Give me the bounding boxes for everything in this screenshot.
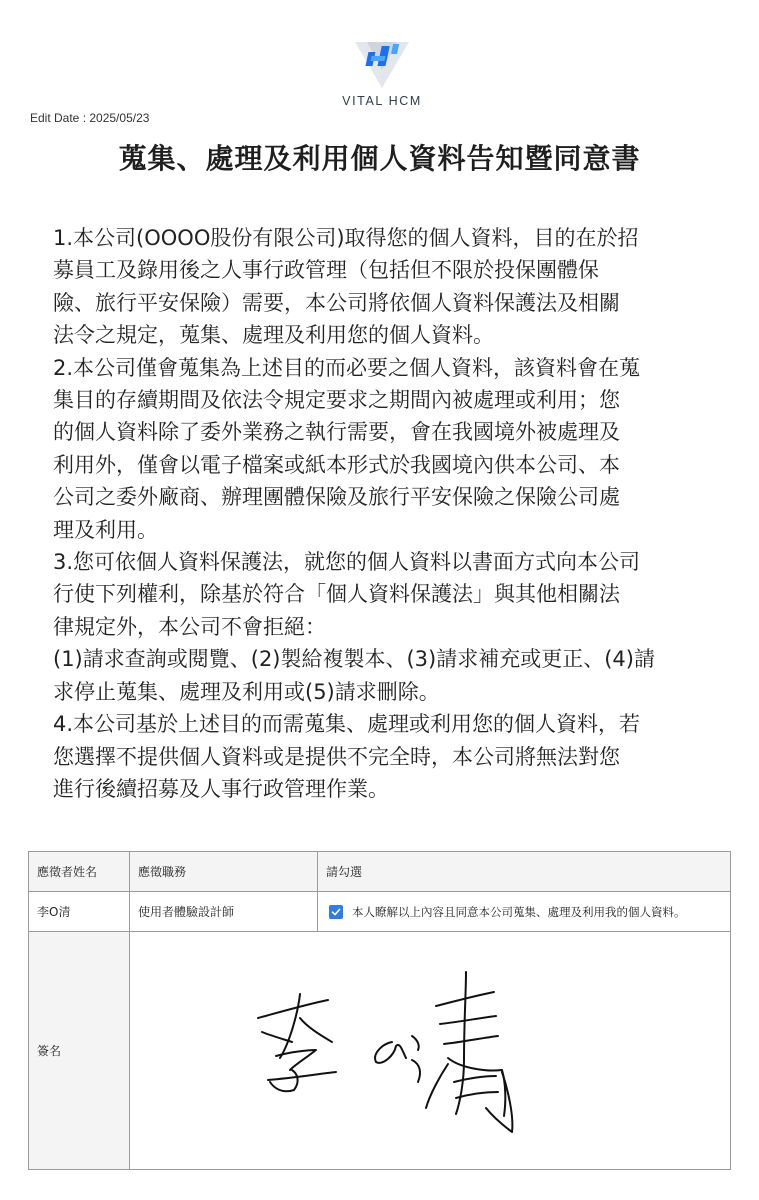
table-row [29,892,731,932]
consent-table [28,851,731,1170]
clauses [53,222,713,805]
consent-text: 本人瞭解以上內容且同意本公司蒐集、處理及利用我的個人資料。 [352,904,686,919]
clause-4: 4.本公司基於上述目的而需蒐集、處理或利用您的個人資料，若 您選擇不提供個人資料或是提供不完全時，本公司將無法對您 進行後續招募及人事行政管理作業。 [53,712,641,801]
header-position: 應徵職務 [130,852,318,892]
consent-checkbox-wrap[interactable] [326,904,722,920]
header-consent: 請勾選 [318,852,731,892]
clause-2: 2.本公司僅會蒐集為上述目的而必要之個人資料，該資料會在蒐 集目的存續期間及依法令規定要求之期間內被處理或利用；您 的個人資料除了委外業務之執行需要，會在我國境外被處理及 利用外，僅會以電子檔案或紙本形式於我國境內供本公司、本 公司之委外廠商、辦理團體保險及旅行平安保險之保險公司處 理及利用。 [53,355,641,542]
position-value: 使用者體驗設計師 [130,892,318,932]
checkbox-checked-icon[interactable] [329,905,343,919]
company-logo [332,40,432,108]
edit-date: Edit Date : 2025/05/23 [30,111,150,125]
vital-hcm-logo-icon [353,40,411,90]
document-title: 蒐集、處理及利用個人資料告知暨同意書 [118,142,641,175]
clause-3: 3.您可依個人資料保護法，就您的個人資料以書面方式向本公司 行使下列權利，除基於符合「個人資料保護法」與其他相關法 律規定外，本公司不會拒絕： [53,550,641,639]
consent-cell [318,892,731,932]
header-applicant-name: 應徵者姓名 [29,852,130,892]
clause-3-rights: (1)請求查詢或閱覽、(2)製給複製本、(3)請求補充或更正、(4)請 求停止蒐集、處理及利用或(5)請求刪除。 [53,647,655,704]
table-header-row [29,852,731,892]
signature-label: 簽名 [29,932,130,1170]
applicant-name-value: 李O清 [29,892,130,932]
logo-text: VITAL HCM [342,94,422,108]
handwritten-signature [130,932,730,1169]
signature-area[interactable] [130,932,731,1170]
clause-1: 1.本公司(OOOO股份有限公司)取得您的個人資料，目的在於招 募員工及錄用後之人事行政管理（包括但不限於投保團體保 險、旅行平安保險）需要，本公司將依個人資料保護法及相關 法令之規定，蒐集、處理及利用您的個人資料。 [53,226,639,348]
signature-row [29,932,731,1170]
